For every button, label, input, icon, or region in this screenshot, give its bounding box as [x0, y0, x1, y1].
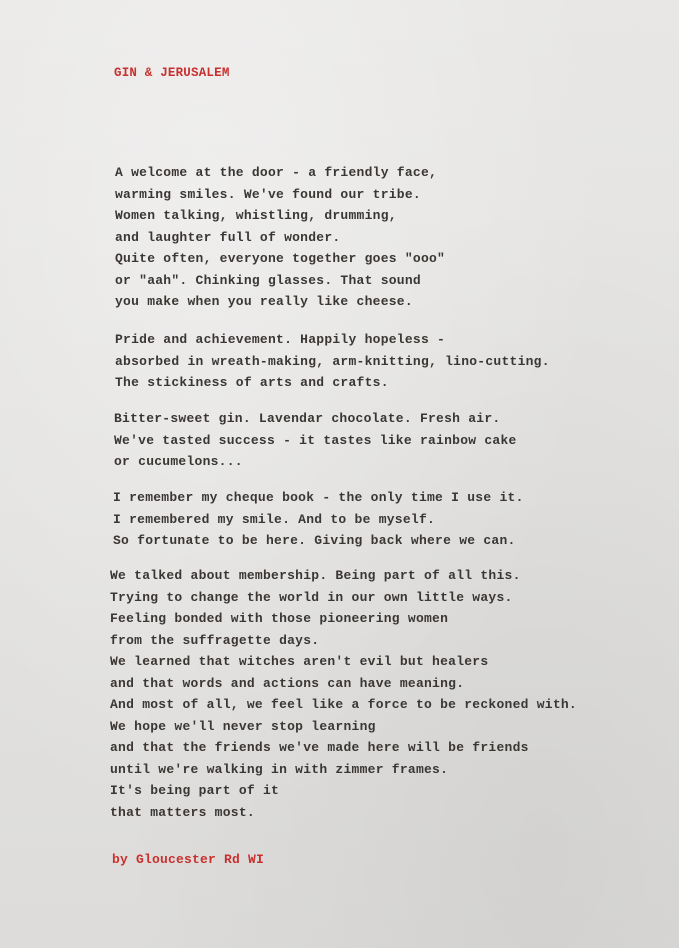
poem-line: or cucumelons... — [114, 454, 243, 469]
poem-line: warming smiles. We've found our tribe. — [115, 186, 421, 202]
poem-line: and that the friends we've made here will be friends — [110, 740, 529, 755]
poem-line: So fortunate to be here. Giving back where we can. — [113, 533, 516, 548]
poem-line: you make when you really like cheese. — [115, 294, 413, 309]
poem-line: that matters most. — [110, 804, 255, 820]
poem-title: GIN & JERUSALEM — [114, 66, 230, 80]
poem-line: Feeling bonded with those pioneering women — [110, 611, 449, 626]
poem-line: I remember my cheque book - the only time I use it. — [113, 490, 524, 505]
poem-line: Pride and achievement. Happily hopeless - — [115, 332, 446, 347]
poem-line: A welcome at the door - a friendly face, — [115, 165, 438, 180]
poem-line: We talked about membership. Being part of all this. — [110, 568, 521, 583]
poem-line: Women talking, whistling, drumming, — [115, 208, 397, 223]
poem-line: absorbed in wreath-making, arm-knitting, lino-cutting. — [115, 353, 550, 369]
poem-byline: by Gloucester Rd WI — [112, 852, 265, 867]
poem-line: and that words and actions can have meaning. — [110, 675, 465, 691]
stanza-1 — [115, 162, 445, 313]
stanza-2 — [115, 329, 550, 394]
poem-line: and laughter full of wonder. — [115, 229, 341, 245]
poem-line: from the suffragette days. — [110, 632, 320, 648]
poem-line: We learned that witches aren't evil but healers — [110, 654, 489, 669]
stanza-4 — [113, 487, 524, 552]
poem-line: It's being part of it — [110, 783, 280, 798]
poem-line: We've tasted success - it tastes like rainbow cake — [114, 432, 517, 448]
stanza-5 — [110, 565, 577, 823]
poem-line: until we're walking in with zimmer frames. — [110, 761, 449, 777]
poem-line: Bitter-sweet gin. Lavendar chocolate. Fresh air. — [114, 411, 501, 426]
poem-line: Quite often, everyone together goes "ooo" — [115, 251, 446, 266]
stanza-3 — [114, 408, 517, 473]
poem-line: The stickiness of arts and crafts. — [115, 375, 389, 390]
poem-line: We hope we'll never stop learning — [110, 718, 376, 734]
poem-line: or "aah". Chinking glasses. That sound — [115, 272, 421, 288]
poem-line: Trying to change the world in our own little ways. — [110, 589, 513, 605]
poem-line: And most of all, we feel like a force to be reckoned with. — [110, 697, 577, 712]
poem-line: I remembered my smile. And to be myself. — [113, 511, 436, 527]
